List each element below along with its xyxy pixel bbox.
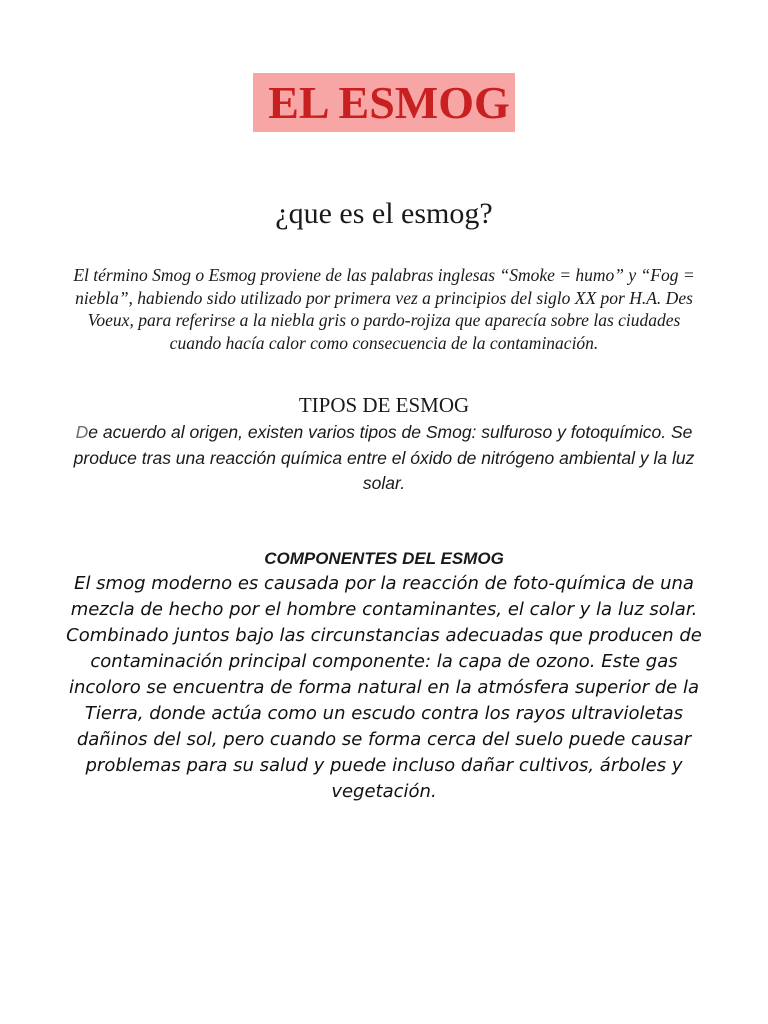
question-heading: ¿que es el esmog?	[275, 197, 493, 230]
title-container	[0, 73, 768, 132]
tipos-paragraph	[64, 420, 704, 497]
intro-paragraph: El término Smog o Esmog proviene de las palabras inglesas “Smoke = humo” y “Fog = niebla”, habiendo sido utilizado por primera vez a principios del siglo XX por H.A. Des Voeux, para referirse a la niebla gris o pardo-rojiza que aparecía sobre las ciudades cuando hacía calor como consecuencia de la contaminación.	[73, 265, 695, 353]
componentes-paragraph: El smog moderno es causada por la reacción de foto-química de una mezcla de hecho por el hombre contaminantes, el calor y la luz solar. Combinado juntos bajo las circunstancias adecuadas que producen de contaminación principal componente: la capa de ozono. Este gas incoloro se encuentra de forma natural en la atmósfera superior de la Tierra, donde actúa como un escudo contra los rayos ultravioletas dañinos del sol, pero cuando se forma cerca del suelo puede causar problemas para su salud y puede incluso dañar cultivos, árboles y vegetación.	[66, 573, 702, 802]
document-title: EL ESMOG	[253, 73, 515, 132]
drop-letter: D	[75, 422, 89, 442]
tipos-paragraph-text: e acuerdo al origen, existen varios tipos de Smog: sulfuroso y fotoquímico. Se produce tras una reacción química entre el óxido de nitrógeno ambiental y la luz solar.	[73, 422, 695, 493]
componentes-heading: COMPONENTES DEL ESMOG	[264, 549, 504, 568]
tipos-heading: TIPOS DE ESMOG	[298, 393, 470, 417]
